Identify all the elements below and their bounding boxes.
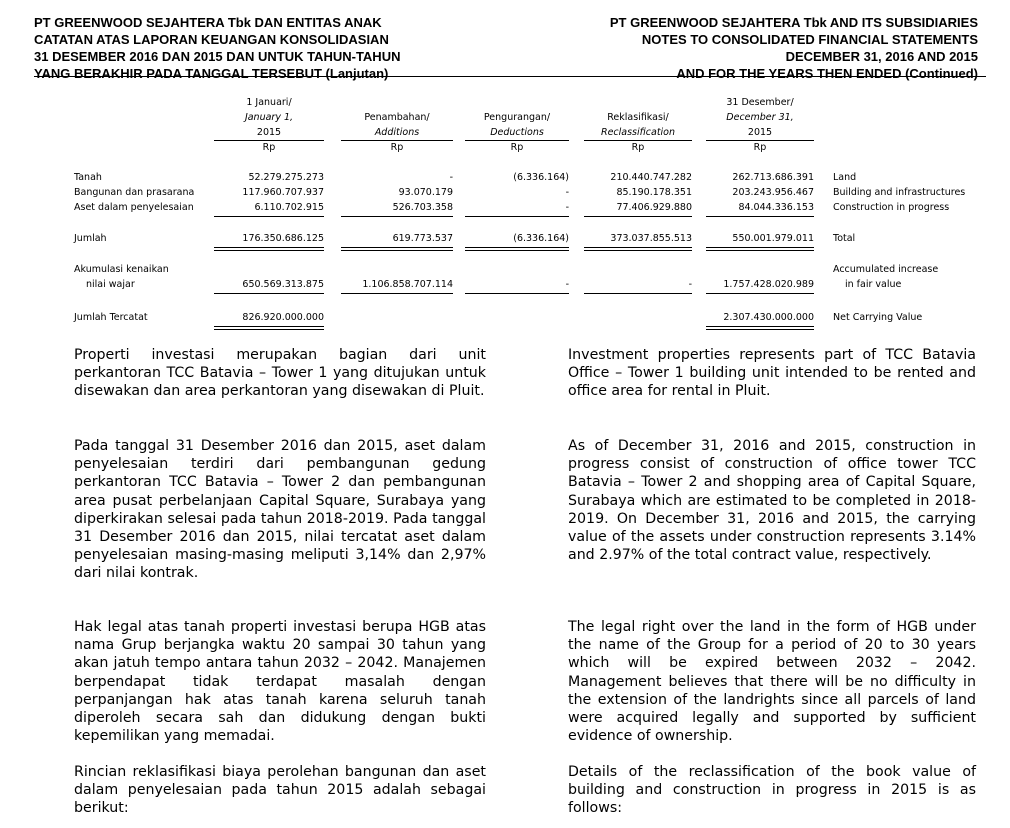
header-rule <box>34 76 986 77</box>
total-value: 550.001.979.011 <box>732 233 814 244</box>
cell-value: 85.190.178.351 <box>616 187 692 198</box>
col-currency: Rp <box>510 142 524 153</box>
header-left <box>34 14 400 82</box>
header-right <box>610 14 978 82</box>
col-header-rule <box>214 140 324 141</box>
paragraph-en-3: The legal right over the land in the form of HGB under the name of the Group for a period of 20 to 30 years which will be expired between 2032 – 2042. Management believes that there will be no difficulty in the extension of the landrights since all parcels of land were acquired legally and supported by sufficient evidence of ownership. <box>568 619 976 745</box>
accum-value: - <box>688 279 692 290</box>
cell-value: 117.960.707.937 <box>242 187 324 198</box>
row-label: Aset dalam penyelesaian <box>74 202 194 213</box>
cell-value: 203.243.956.467 <box>732 187 814 198</box>
total-double-rule <box>706 247 814 251</box>
total-double-rule <box>465 247 569 251</box>
col-header-jan-l3: 2015 <box>256 127 282 138</box>
col-header-dec-l1: 31 Desember/ <box>726 97 794 108</box>
col-header-rule <box>341 140 453 141</box>
subtotal-rule <box>706 216 814 217</box>
header-right-line-2: NOTES TO CONSOLIDATED FINANCIAL STATEMENTS <box>641 32 978 47</box>
carrying-value: 826.920.000.000 <box>242 312 324 323</box>
accum-rule <box>341 293 453 294</box>
accum-rule <box>706 293 814 294</box>
col-currency: Rp <box>631 142 645 153</box>
header-left-line-3: 31 DESEMBER 2016 DAN 2015 DAN UNTUK TAHUN-TAHUN <box>34 49 401 64</box>
accum-label-en: Accumulated increase <box>833 264 939 275</box>
col-header-additions-l2: Additions <box>374 127 420 138</box>
subtotal-rule <box>465 216 569 217</box>
total-double-rule <box>584 247 692 251</box>
header-left-line-4: YANG BERAKHIR PADA TANGGAL TERSEBUT (Lanjutan) <box>34 66 389 81</box>
paragraph-en-4: Details of the reclassification of the book value of building and construction in progress in 2015 is as follows: <box>568 764 976 817</box>
col-header-jan-l2: January 1, <box>244 112 294 123</box>
paragraph-en-1: Investment properties represents part of TCC Batavia Office – Tower 1 building unit intended to be rented and office area for rental in Pluit. <box>568 347 976 400</box>
cell-value: - <box>449 172 453 183</box>
cell-value: - <box>565 187 569 198</box>
cell-value: 93.070.179 <box>398 187 453 198</box>
carrying-label: Jumlah Tercatat <box>74 312 148 323</box>
row-label: Tanah <box>74 172 102 183</box>
cell-value: - <box>565 202 569 213</box>
paragraph-en-2: As of December 31, 2016 and 2015, construction in progress consist of construction of office tower TCC Batavia – Tower 2 and shopping area of Capital Square, Surabaya which are estimated to be completed in 2018-2019. On December 31, 2016 and 2015, the carrying value of the assets under construction represents 3.14% and 2.97% of the total contract value, respectively. <box>568 438 976 564</box>
row-label-en: Building and infrastructures <box>833 187 966 198</box>
subtotal-rule <box>584 216 692 217</box>
accum-value: - <box>565 279 569 290</box>
cell-value: 526.703.358 <box>392 202 453 213</box>
total-double-rule <box>214 247 324 251</box>
cell-value: 6.110.702.915 <box>254 202 324 213</box>
col-header-dec-l3: 2015 <box>747 127 773 138</box>
header-left-line-2: CATATAN ATAS LAPORAN KEUANGAN KONSOLIDASIAN <box>34 32 389 47</box>
col-currency: Rp <box>262 142 276 153</box>
accum-value: 1.106.858.707.114 <box>362 279 453 290</box>
row-label: Bangunan dan prasarana <box>74 187 195 198</box>
col-header-jan-l1: 1 Januari/ <box>246 97 292 108</box>
cell-value: 84.044.336.153 <box>738 202 814 213</box>
total-double-rule <box>341 247 453 251</box>
subtotal-rule <box>214 216 324 217</box>
total-label-en: Total <box>833 233 856 244</box>
col-header-reclass-l2: Reclassification <box>600 127 676 138</box>
cell-value: 52.279.275.273 <box>248 172 324 183</box>
accum-label-2: nilai wajar <box>86 279 135 290</box>
cell-value: 77.406.929.880 <box>616 202 692 213</box>
col-header-dec-l2: December 31, <box>726 112 794 123</box>
total-value: 373.037.855.513 <box>610 233 692 244</box>
accum-label: Akumulasi kenaikan <box>74 264 169 275</box>
col-header-rule <box>706 140 814 141</box>
accum-value: 1.757.428.020.989 <box>723 279 814 290</box>
total-value: 619.773.537 <box>392 233 453 244</box>
carrying-value: 2.307.430.000.000 <box>723 312 814 323</box>
accum-rule <box>214 293 324 294</box>
paragraph-id-4: Rincian reklasifikasi biaya perolehan bangunan dan aset dalam penyelesaian pada tahun 2015 adalah sebagai berikut: <box>74 764 486 817</box>
accum-label-en-2: in fair value <box>845 279 902 290</box>
accum-rule <box>584 293 692 294</box>
header-right-line-4: AND FOR THE YEARS THEN ENDED (Continued) <box>676 66 978 81</box>
carrying-double-rule <box>214 326 324 330</box>
col-header-rule <box>584 140 692 141</box>
total-label: Jumlah <box>74 233 107 244</box>
paragraph-id-1: Properti investasi merupakan bagian dari unit perkantoran TCC Batavia – Tower 1 yang ditujukan untuk disewakan dan area perkantoran yang disewakan di Pluit. <box>74 347 486 400</box>
col-header-rule <box>465 140 569 141</box>
col-header-deductions-l1: Pengurangan/ <box>483 112 551 123</box>
carrying-double-rule <box>706 326 814 330</box>
cell-value: 210.440.747.282 <box>610 172 692 183</box>
header-left-line-1: PT GREENWOOD SEJAHTERA Tbk DAN ENTITAS ANAK <box>34 15 382 30</box>
accum-rule <box>465 293 569 294</box>
paragraph-id-2: Pada tanggal 31 Desember 2016 dan 2015, aset dalam penyelesaian terdiri dari pembangunan gedung perkantoran TCC Batavia – Tower 2 dan pembangunan area pusat perbelanjaan Capital Square, Surabaya yang diperkirakan selesai pada tahun 2018-2019. Pada tanggal 31 Desember 2016 dan 2015, nilai tercatat aset dalam penyelesaian masing-masing meliputi 3,14% dan 2,97% dari nilai kontrak. <box>74 438 486 582</box>
col-header-additions-l1: Penambahan/ <box>364 112 430 123</box>
header-right-line-1: PT GREENWOOD SEJAHTERA Tbk AND ITS SUBSIDIARIES <box>609 15 978 30</box>
row-label-en: Construction in progress <box>833 202 950 213</box>
total-value: 176.350.686.125 <box>242 233 324 244</box>
header-right-line-3: DECEMBER 31, 2016 AND 2015 <box>785 49 978 64</box>
col-header-reclass-l1: Reklasifikasi/ <box>607 112 669 123</box>
col-currency: Rp <box>753 142 767 153</box>
paragraph-id-3: Hak legal atas tanah properti investasi berupa HGB atas nama Grup berjangka waktu 20 sampai 30 tahun yang akan jatuh tempo antara tahun 2032 – 2042. Manajemen berpendapat tidak terdapat masalah dengan perpanjangan hak atas tanah karena seluruh tanah diperoleh secara sah dan didukung dengan bukti kepemilikan yang memadai. <box>74 619 486 745</box>
subtotal-rule <box>341 216 453 217</box>
total-value: (6.336.164) <box>513 233 569 244</box>
carrying-label-en: Net Carrying Value <box>833 312 923 323</box>
accum-value: 650.569.313.875 <box>242 279 324 290</box>
col-currency: Rp <box>390 142 404 153</box>
cell-value: (6.336.164) <box>513 172 569 183</box>
cell-value: 262.713.686.391 <box>732 172 814 183</box>
col-header-deductions-l2: Deductions <box>490 127 544 138</box>
row-label-en: Land <box>833 172 857 183</box>
